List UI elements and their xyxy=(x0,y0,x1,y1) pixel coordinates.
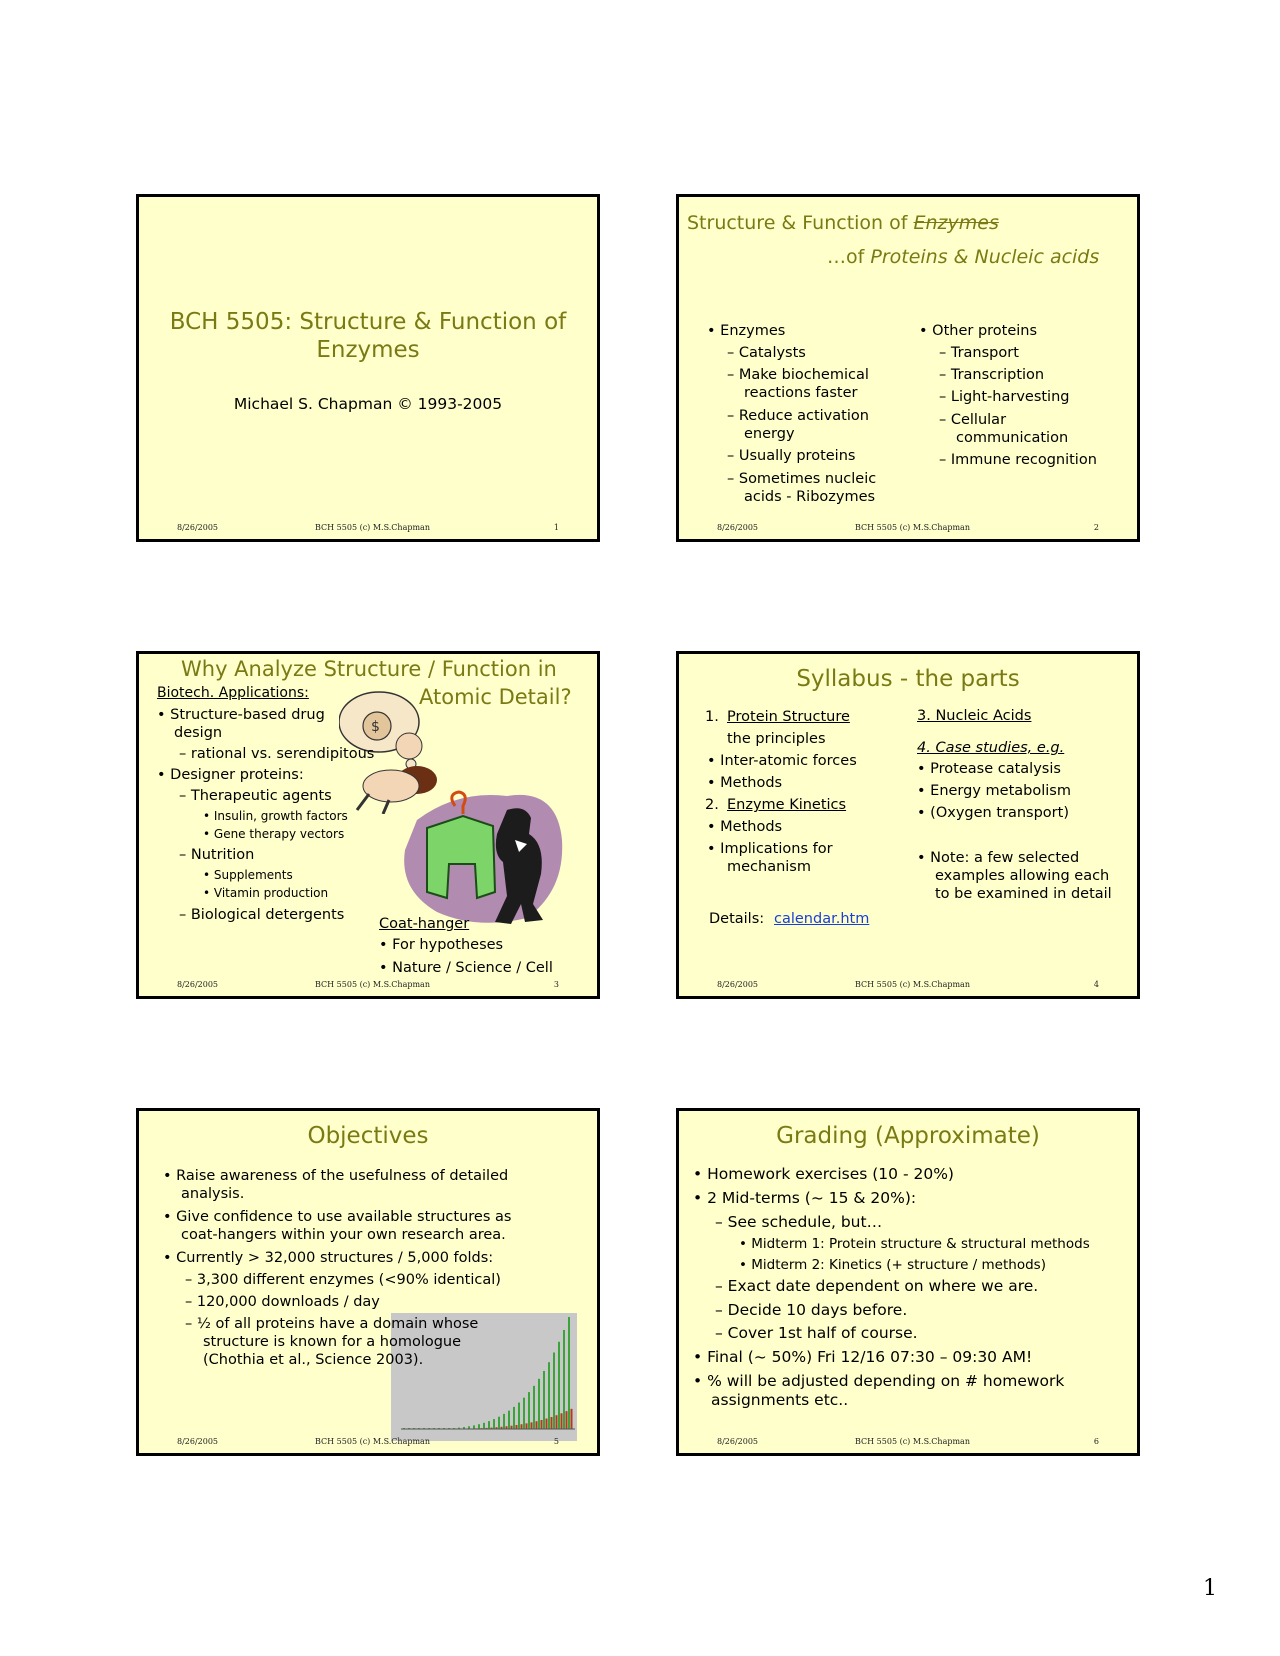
list-item: Enzyme Kinetics xyxy=(727,797,847,813)
list-item: • Insulin, growth factors xyxy=(203,809,348,823)
list-item: • Midterm 2: Kinetics (+ structure / methods) xyxy=(739,1257,1046,1273)
slide-title: BCH 5505: Structure & Function of xyxy=(169,309,567,335)
footer-slide-number: 1 xyxy=(553,523,559,532)
list-item: (Chothia et al., Science 2003). xyxy=(203,1352,424,1368)
footer-course: BCH 5505 (c) M.S.Chapman xyxy=(855,980,970,989)
slide-title-line2: Enzymes xyxy=(316,337,420,363)
footer-course: BCH 5505 (c) M.S.Chapman xyxy=(855,1437,970,1446)
list-item: • Give confidence to use available structures as xyxy=(163,1209,512,1225)
list-item: • Homework exercises (10 - 20%) xyxy=(693,1165,954,1183)
list-item: – See schedule, but… xyxy=(715,1213,883,1231)
list-item: – Immune recognition xyxy=(939,452,1097,468)
growth-bar-secondary xyxy=(521,1424,523,1429)
growth-bar-secondary xyxy=(571,1409,573,1429)
footer-course: BCH 5505 (c) M.S.Chapman xyxy=(855,523,970,532)
growth-bar xyxy=(493,1419,495,1429)
list-item: 3. Nucleic Acids xyxy=(917,708,1032,724)
footer-slide-number: 3 xyxy=(553,980,559,989)
slide-footer xyxy=(139,1437,597,1449)
list-item: energy xyxy=(744,426,795,442)
slide-4 xyxy=(676,651,1140,999)
section-heading: Biotech. Applications: xyxy=(157,685,309,701)
growth-bar-secondary xyxy=(526,1423,528,1429)
footer-course: BCH 5505 (c) M.S.Chapman xyxy=(315,980,430,989)
growth-bar xyxy=(508,1411,510,1429)
growth-bar-secondary xyxy=(531,1422,533,1429)
list-item: assignments etc.. xyxy=(711,1391,849,1409)
list-item: • Vitamin production xyxy=(203,886,329,900)
list-item: • Final (~ 50%) Fri 12/16 07:30 – 09:30 AM! xyxy=(693,1348,1033,1366)
growth-bar-secondary xyxy=(566,1411,568,1429)
title-part: Structure & Function of xyxy=(687,212,914,234)
list-item: – Nutrition xyxy=(179,847,255,863)
slide-title xyxy=(687,211,999,235)
footer-slide-number: 2 xyxy=(1093,523,1099,532)
list-item: – Transcription xyxy=(939,367,1045,383)
footer-slide-number: 5 xyxy=(553,1437,559,1446)
growth-bar xyxy=(538,1379,540,1429)
list-item: 4. Case studies, e.g. xyxy=(917,740,1065,756)
growth-bar xyxy=(473,1425,475,1429)
list-number: 2. xyxy=(705,797,719,813)
list-item: – ½ of all proteins have a domain whose xyxy=(185,1316,479,1332)
list-item: • Inter-atomic forces xyxy=(707,753,857,769)
footer-date: 8/26/2005 xyxy=(717,523,759,532)
page-number: 1 xyxy=(1203,1576,1217,1601)
growth-bar xyxy=(548,1362,550,1429)
footer-date: 8/26/2005 xyxy=(177,1437,219,1446)
list-item: structure is known for a homologue xyxy=(203,1334,462,1350)
list-number: 1. xyxy=(705,709,719,725)
list-item: • % will be adjusted depending on # homework xyxy=(693,1372,1065,1390)
list-item: • For hypotheses xyxy=(379,937,504,953)
list-item: Protein Structure xyxy=(727,709,850,725)
growth-bar xyxy=(528,1392,530,1429)
list-item: analysis. xyxy=(181,1186,245,1202)
list-item: to be examined in detail xyxy=(935,886,1112,902)
list-item: – Transport xyxy=(939,345,1019,361)
list-item: – Usually proteins xyxy=(727,448,856,464)
slide-title: Objectives xyxy=(307,1123,429,1149)
growth-bar-secondary xyxy=(556,1415,558,1429)
slide-footer xyxy=(679,523,1137,535)
slide-2 xyxy=(676,194,1140,542)
list-item: the principles xyxy=(727,731,826,747)
list-item: • Methods xyxy=(707,775,783,791)
list-item: – Cellular xyxy=(939,412,1007,428)
footer-date: 8/26/2005 xyxy=(717,980,759,989)
list-item: – Light-harvesting xyxy=(939,389,1070,405)
growth-bar xyxy=(503,1414,505,1429)
coat-hanger-heading: Coat-hanger xyxy=(379,916,470,932)
list-item: communication xyxy=(956,430,1069,446)
list-item: • Other proteins xyxy=(919,323,1038,339)
list-item: – Cover 1st half of course. xyxy=(715,1324,918,1342)
list-item: – Biological detergents xyxy=(179,907,345,923)
footer-date: 8/26/2005 xyxy=(177,980,219,989)
list-item: examples allowing each xyxy=(935,868,1110,884)
list-item: • Midterm 1: Protein structure & structural methods xyxy=(739,1236,1090,1252)
list-item: • Enzymes xyxy=(707,323,786,339)
list-item: • Raise awareness of the usefulness of detailed xyxy=(163,1168,509,1184)
slide-title: Syllabus - the parts xyxy=(796,666,1020,692)
list-item: • Note: a few selected xyxy=(917,850,1080,866)
list-item: – rational vs. serendipitous xyxy=(179,746,375,762)
list-item: – 3,300 different enzymes (<90% identical) xyxy=(185,1272,501,1288)
list-item: design xyxy=(174,725,223,741)
growth-bar-secondary xyxy=(551,1417,553,1429)
details-label: Details: xyxy=(709,911,765,927)
growth-bar-secondary xyxy=(541,1420,543,1429)
growth-bar xyxy=(513,1407,515,1429)
list-item: • Supplements xyxy=(203,868,293,882)
growth-bar-secondary xyxy=(536,1421,538,1429)
coat-hanger-clipart xyxy=(397,780,565,930)
list-item: – 120,000 downloads / day xyxy=(185,1294,380,1310)
growth-bar-secondary xyxy=(561,1413,563,1429)
growth-bar xyxy=(568,1317,570,1429)
list-item: – Exact date dependent on where we are. xyxy=(715,1277,1039,1295)
growth-bar xyxy=(558,1342,560,1429)
slide-5 xyxy=(136,1108,600,1456)
subtitle-emphasis: Proteins & Nucleic acids xyxy=(870,246,1100,268)
slide-footer xyxy=(139,980,597,992)
author-line: Michael S. Chapman © 1993-2005 xyxy=(233,395,503,413)
list-item: • Methods xyxy=(707,819,783,835)
list-item: • Nature / Science / Cell xyxy=(379,960,553,976)
growth-bar xyxy=(543,1371,545,1429)
footer-slide-number: 4 xyxy=(1093,980,1099,989)
calendar-link[interactable]: calendar.htm xyxy=(774,911,870,927)
dollar-icon: $ xyxy=(371,719,380,735)
list-item: • (Oxygen transport) xyxy=(917,805,1069,821)
slide-title-line2: Atomic Detail? xyxy=(419,685,572,709)
list-item: • Currently > 32,000 structures / 5,000 folds: xyxy=(163,1250,494,1266)
list-item: • Implications for xyxy=(707,841,833,857)
growth-bar xyxy=(523,1398,525,1429)
footer-date: 8/26/2005 xyxy=(717,1437,759,1446)
list-item: • 2 Mid-terms (~ 15 & 20%): xyxy=(693,1189,917,1207)
list-item: – Therapeutic agents xyxy=(179,788,332,804)
growth-bar xyxy=(563,1330,565,1429)
list-item: – Reduce activation xyxy=(727,408,869,424)
slide-6 xyxy=(676,1108,1140,1456)
list-item: • Designer proteins: xyxy=(157,767,304,783)
list-item: – Catalysts xyxy=(727,345,806,361)
slide-3 xyxy=(136,651,600,999)
growth-bar xyxy=(553,1353,555,1429)
growth-bar-secondary xyxy=(546,1419,548,1429)
list-item: • Energy metabolism xyxy=(917,783,1071,799)
list-item: • Protease catalysis xyxy=(917,761,1061,777)
slide-footer xyxy=(139,523,597,535)
footer-slide-number: 6 xyxy=(1093,1437,1099,1446)
list-item: coat-hangers within your own research area. xyxy=(181,1227,506,1243)
slide-title: Why Analyze Structure / Function in xyxy=(181,657,557,681)
list-item: – Decide 10 days before. xyxy=(715,1301,908,1319)
list-item: reactions faster xyxy=(744,385,858,401)
footer-course: BCH 5505 (c) M.S.Chapman xyxy=(315,1437,430,1446)
list-item: • Structure-based drug xyxy=(157,707,325,723)
growth-bar-secondary xyxy=(516,1425,518,1429)
slide-footer xyxy=(679,1437,1137,1449)
growth-bar xyxy=(533,1386,535,1429)
footer-date: 8/26/2005 xyxy=(177,523,219,532)
slide-footer xyxy=(679,980,1137,992)
slide-1 xyxy=(136,194,600,542)
growth-bar xyxy=(488,1421,490,1429)
list-item: • Gene therapy vectors xyxy=(203,827,345,841)
slide-subtitle xyxy=(827,245,1099,269)
list-item: – Make biochemical xyxy=(727,367,869,383)
list-item: – Sometimes nucleic xyxy=(727,471,877,487)
footer-course: BCH 5505 (c) M.S.Chapman xyxy=(315,523,430,532)
list-item: acids - Ribozymes xyxy=(744,489,876,505)
slide-title: Grading (Approximate) xyxy=(776,1123,1040,1149)
growth-bar xyxy=(483,1423,485,1429)
growth-bar xyxy=(478,1424,480,1429)
head-shape xyxy=(396,733,422,759)
subtitle-prefix: …of xyxy=(827,246,871,268)
growth-bar xyxy=(498,1417,500,1429)
struck-word: Enzymes xyxy=(913,212,999,234)
list-item: mechanism xyxy=(727,859,811,875)
growth-bar xyxy=(518,1403,520,1429)
